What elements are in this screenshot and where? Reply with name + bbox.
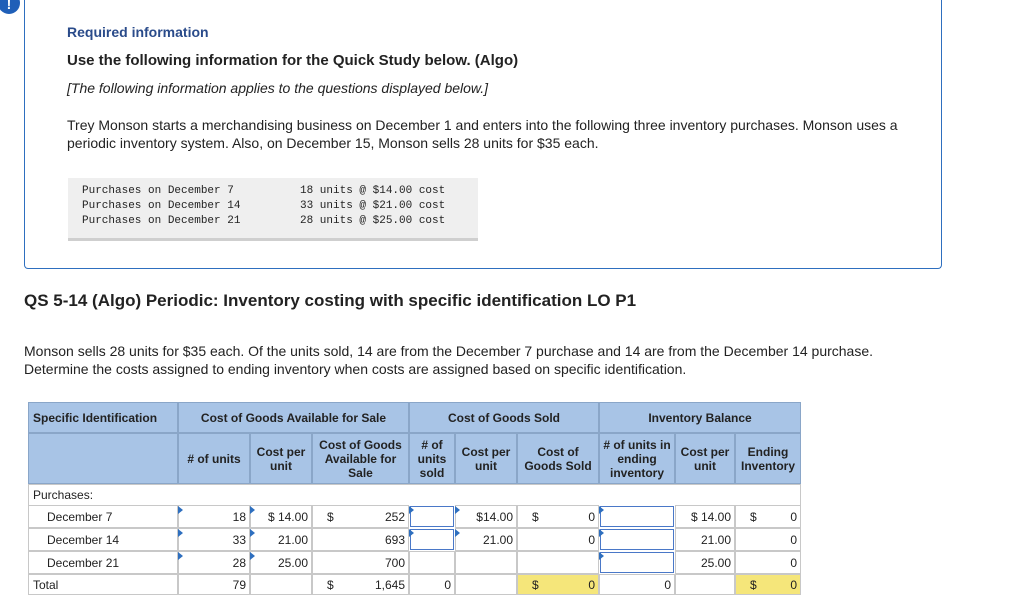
units-sold-input[interactable]: [410, 529, 454, 550]
total-units-ending: 0: [599, 574, 675, 595]
col-cogas: Cost of Goods Available for Sale: [312, 433, 409, 484]
col-ending-inventory: Ending Inventory: [735, 433, 801, 484]
input-marker-icon: [250, 506, 255, 514]
ending-inventory-cell: [735, 551, 801, 574]
cogas-cell: [312, 528, 409, 551]
end-cost-per-unit-cell: $ 14.00: [675, 505, 735, 528]
input-marker-icon: [409, 506, 414, 514]
input-marker-icon: [250, 529, 255, 537]
total-ending-inventory-cell: [735, 574, 801, 595]
units-ending-input[interactable]: [600, 506, 674, 527]
sold-cost-per-unit-cell: [455, 551, 517, 574]
intro-paragraph: Trey Monson starts a merchandising business on December 1 and enters into the following three inventory purchases. Monson uses a periodic inventory system. Also, on December 15, Monson sells 28 units for $35 each.: [67, 117, 898, 151]
purchases-table: [68, 178, 478, 241]
col-cost-per-unit-end: Cost per unit: [675, 433, 735, 484]
cogas-value: 252: [384, 509, 405, 524]
input-marker-icon: [599, 552, 604, 560]
units-cell: 18: [178, 505, 250, 528]
header-cost-sold: Cost of Goods Sold: [409, 402, 599, 433]
header-specific-identification: Specific Identification: [28, 402, 178, 433]
cogs-value: 0: [588, 509, 595, 524]
row-label: December 14: [28, 528, 178, 551]
total-cogas-value: 1,645: [374, 577, 405, 592]
input-marker-icon: [178, 552, 183, 560]
row-label: December 7: [28, 505, 178, 528]
units-sold-input[interactable]: [410, 506, 454, 527]
purchase-value: 18 units @ $14.00 cost: [300, 185, 446, 197]
ending-inventory-cell: [735, 505, 801, 528]
header-inventory-balance: Inventory Balance: [599, 402, 801, 433]
col-cost-per-unit: Cost per unit: [250, 433, 312, 484]
units-cell: 28: [178, 551, 250, 574]
dollar-sign: $: [532, 509, 539, 524]
alert-icon: !: [0, 0, 20, 14]
cogs-cell: [517, 551, 599, 574]
total-units: 79: [178, 574, 250, 595]
input-marker-icon: [455, 529, 460, 537]
units-ending-input[interactable]: [600, 552, 674, 573]
row-label: December 21: [28, 551, 178, 574]
cost-per-unit-cell: $ 14.00: [250, 505, 312, 528]
header-blank: [28, 433, 178, 484]
units-cell: 33: [178, 528, 250, 551]
input-marker-icon: [455, 506, 460, 514]
input-marker-icon: [250, 552, 255, 560]
cogas-cell: [312, 551, 409, 574]
cogs-value: 0: [588, 532, 595, 547]
units-sold-cell: [409, 551, 455, 574]
total-units-sold: 0: [409, 574, 455, 595]
total-ending-inventory-value: 0: [790, 577, 797, 592]
end-cost-per-unit-cell: 25.00: [675, 551, 735, 574]
col-cost-per-unit-sold: Cost per unit: [455, 433, 517, 484]
total-label: Total: [28, 574, 178, 595]
dollar-sign: $: [532, 577, 539, 592]
total-cogs-value: 0: [588, 577, 595, 592]
col-units: # of units: [178, 433, 250, 484]
cogas-value: 693: [384, 532, 405, 547]
cogas-cell: [312, 505, 409, 528]
input-marker-icon: [599, 529, 604, 537]
ending-inventory-value: 0: [790, 555, 797, 570]
sold-cost-per-unit-cell: 21.00: [455, 528, 517, 551]
end-cost-per-unit-cell: 21.00: [675, 528, 735, 551]
input-marker-icon: [599, 506, 604, 514]
total-cogas-cell: [312, 574, 409, 595]
total-cogs-cell: [517, 574, 599, 595]
input-marker-icon: [409, 529, 414, 537]
dollar-sign: $: [327, 577, 334, 592]
input-marker-icon: [178, 529, 183, 537]
cogs-cell: [517, 528, 599, 551]
total-blank: [250, 574, 312, 595]
purchase-label: Purchases on December 7: [82, 185, 234, 197]
purchase-label: Purchases on December 21: [82, 215, 241, 227]
use-info-heading: Use the following information for the Quick Study below. (Algo): [67, 52, 519, 69]
purchase-value: 28 units @ $25.00 cost: [300, 215, 446, 227]
total-blank: [675, 574, 735, 595]
col-units-ending: # of units in ending inventory: [599, 433, 675, 484]
cogas-value: 700: [384, 555, 405, 570]
purchases-label: Purchases:: [28, 484, 801, 505]
cost-per-unit-cell: 25.00: [250, 551, 312, 574]
purchase-label: Purchases on December 14: [82, 200, 241, 212]
total-blank: [455, 574, 517, 595]
ending-inventory-cell: [735, 528, 801, 551]
ending-inventory-value: 0: [790, 509, 797, 524]
sold-cost-per-unit-cell: $14.00: [455, 505, 517, 528]
cogs-cell: [517, 505, 599, 528]
ending-inventory-value: 0: [790, 532, 797, 547]
col-cogs: Cost of Goods Sold: [517, 433, 599, 484]
question-text: Monson sells 28 units for $35 each. Of the units sold, 14 are from the December 7 purchase and 14 are from the December 14 purchase. Determine the costs assigned to ending inventory when costs are assigned based on specific identification.: [24, 343, 874, 377]
dollar-sign: $: [750, 509, 757, 524]
input-marker-icon: [178, 506, 183, 514]
purchase-value: 33 units @ $21.00 cost: [300, 200, 446, 212]
applies-note: [The following information applies to the questions displayed below.]: [67, 80, 489, 96]
header-cost-available: Cost of Goods Available for Sale: [178, 402, 409, 433]
required-heading: Required information: [67, 24, 209, 40]
question-title: QS 5-14 (Algo) Periodic: Inventory costing with specific identification LO P1: [24, 291, 637, 310]
cost-per-unit-cell: 21.00: [250, 528, 312, 551]
dollar-sign: $: [750, 577, 757, 592]
units-ending-input[interactable]: [600, 529, 674, 550]
dollar-sign: $: [327, 509, 334, 524]
col-units-sold: # of units sold: [409, 433, 455, 484]
